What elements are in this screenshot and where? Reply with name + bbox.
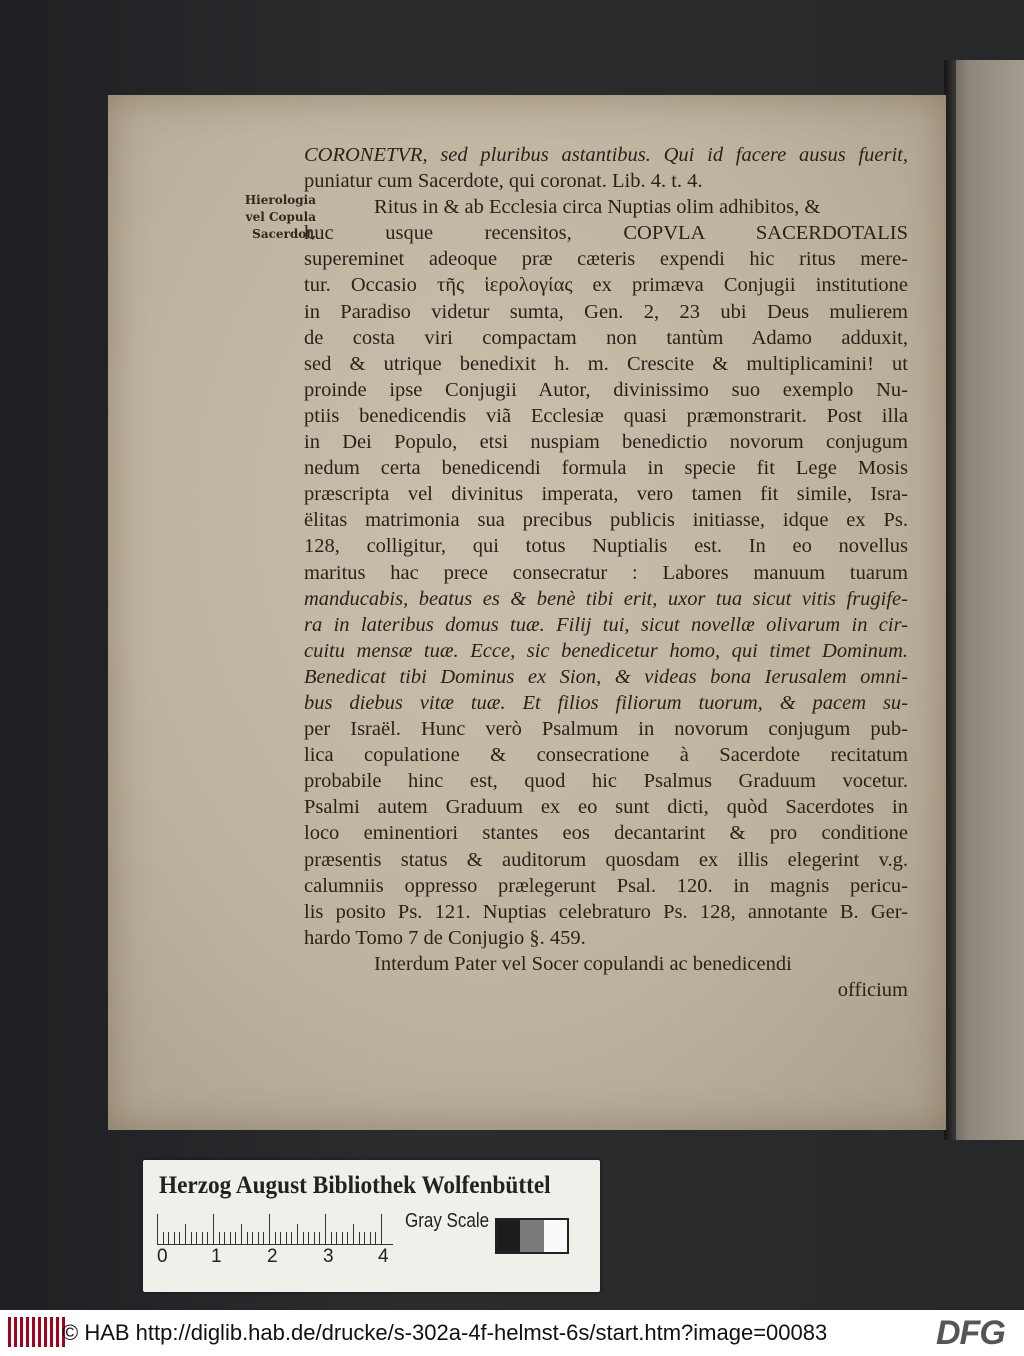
text-line: ra in lateribus domus tuæ. Filij tui, sicut novellæ olivarum in cir-: [304, 613, 908, 636]
ruler-tick: [353, 1224, 354, 1244]
margin-note-line: Sacerdot,: [252, 227, 316, 241]
ruler-tick: [224, 1232, 225, 1244]
ruler-tick: [241, 1224, 242, 1244]
ruler-tick: [359, 1232, 360, 1244]
ruler-tick: [235, 1232, 236, 1244]
gray-scale-swatches: [495, 1218, 569, 1254]
ruler-tick: [291, 1232, 292, 1244]
ruler-tick: [280, 1232, 281, 1244]
dfg-logo: DFG: [936, 1314, 1005, 1352]
text-line: maritus hac prece consecratur : Labores manuum tuarum: [304, 561, 908, 584]
library-name: Herzog August Bibliothek Wolfenbüttel: [159, 1172, 551, 1199]
library-scale-card: [143, 1160, 600, 1292]
ruler-tick: [286, 1232, 287, 1244]
ruler-tick: [252, 1232, 253, 1244]
ruler-tick: [247, 1232, 248, 1244]
ruler-tick: [342, 1232, 343, 1244]
text-line: calumniis oppresso prælegerunt Psal. 120. in magnis pericu-: [304, 874, 908, 897]
text-line: manducabis, beatus es & benè tibi erit, uxor tua sicut vitis frugife-: [304, 587, 908, 610]
ruler-tick: [308, 1232, 309, 1244]
ruler-number: 1: [211, 1246, 222, 1267]
ruler-number: 3: [323, 1246, 334, 1267]
text-line: bus diebus vitæ tuæ. Et filios filiorum tuorum, & pacem su-: [304, 691, 908, 714]
text-line: de costa viri compactam non tantùm Adamo adduxit,: [304, 326, 908, 349]
text-line: præscripta vel divinitus imperata, vero tamen fit simile, Isra-: [304, 483, 908, 506]
ruler-number: 0: [157, 1246, 168, 1267]
gray-swatch-mid: [520, 1220, 543, 1252]
text-line: Interdum Pater vel Socer copulandi ac benedicendi: [374, 952, 792, 975]
ruler-tick: [303, 1232, 304, 1244]
text-line: 128, colligitur, qui totus Nuptialis est. In eo novellus: [304, 535, 908, 558]
page-text: [304, 142, 908, 1003]
hab-logo-icon: [8, 1317, 65, 1347]
text-line: lis posito Ps. 121. Nuptias celebraturo Ps. 128, annotante B. Ger-: [304, 900, 908, 923]
copyright-url: © HAB http://diglib.hab.de/drucke/s-302a-4f-helmst-6s/start.htm?image=00083: [62, 1320, 828, 1345]
ruler-scale: [157, 1210, 393, 1245]
text-line: Benedicat tibi Dominus ex Sion, & videas bona Ierusalem omni-: [304, 665, 908, 688]
text-line: sed & utrique benedixit h. m. Crescite & multiplicamini! ut: [304, 352, 908, 375]
ruler-tick: [174, 1232, 175, 1244]
text-line: tur. Occasio τῆς ἱερολογίας ex primæva Conjugii institutione: [304, 274, 908, 297]
ruler-tick: [258, 1232, 259, 1244]
ruler-tick: [213, 1214, 214, 1244]
margin-note-line: vel Copula: [245, 210, 316, 224]
ruler-tick: [381, 1214, 382, 1244]
ruler-tick: [325, 1214, 326, 1244]
text-line: officium: [837, 979, 908, 1001]
text-line: nedum certa benedicendi formula in specie fit Lege Mosis: [304, 457, 908, 480]
text-line: loco eminentiori stantes eos decantarint & pro conditione: [304, 822, 908, 845]
text-line: ptiis benedicendis viã Ecclesiæ quasi præmonstrarit. Post illa: [304, 404, 908, 427]
text-line: in Dei Populo, etsi nuspiam benedictio novorum conjugum: [304, 431, 908, 454]
ruler-tick: [263, 1232, 264, 1244]
ruler-tick: [275, 1232, 276, 1244]
ruler-tick: [219, 1232, 220, 1244]
ruler-tick: [230, 1232, 231, 1244]
text-line: præsentis status & auditorum quosdam ex illis elegerint v.g.: [304, 848, 908, 871]
text-line: ëlitas matrimonia sua precibus publicis initiasse, idque ex Ps.: [304, 509, 908, 532]
adjacent-page-edge: [944, 60, 1024, 1140]
text-line: huc usque recensitos, COPVLA SACERDOTALIS: [304, 222, 908, 245]
text-line: Psalmi autem Graduum ex eo sunt dicti, quòd Sacerdotes in: [304, 796, 908, 819]
text-line: per Israël. Hunc verò Psalmum in novorum conjugum pub-: [304, 718, 908, 741]
ruler-tick: [191, 1232, 192, 1244]
gray-swatch-black: [497, 1220, 520, 1252]
gray-scale-label: Gray Scale: [405, 1210, 490, 1232]
text-line: puniatur cum Sacerdote, qui coronat. Lib. 4. t. 4.: [304, 170, 703, 193]
margin-note-line: Hierologia: [244, 193, 316, 207]
gray-swatch-white: [544, 1220, 567, 1252]
text-line: in Paradiso videtur sumta, Gen. 2, 23 ubi Deus mulierem: [304, 300, 908, 323]
ruler-tick: [331, 1232, 332, 1244]
footer-bar: [0, 1310, 1024, 1356]
ruler-tick: [347, 1232, 348, 1244]
margin-note: [224, 192, 316, 243]
text-line: probabile hinc est, quod hic Psalmus Graduum vocetur.: [304, 770, 908, 793]
ruler-tick: [364, 1232, 365, 1244]
text-line: lica copulatione & consecratione à Sacerdote recitatum: [304, 744, 908, 767]
ruler-number: 2: [267, 1246, 278, 1267]
ruler-tick: [185, 1224, 186, 1244]
ruler-tick: [375, 1232, 376, 1244]
ruler-tick: [370, 1232, 371, 1244]
ruler-tick: [314, 1232, 315, 1244]
ruler-tick: [207, 1232, 208, 1244]
text-line: proinde ipse Conjugii Autor, divinissimo suo exemplo Nu-: [304, 378, 908, 401]
text-line: cuitu mensæ tuæ. Ecce, sic benedicetur homo, qui timet Dominum.: [304, 639, 908, 662]
ruler-tick: [168, 1232, 169, 1244]
ruler-tick: [336, 1232, 337, 1244]
ruler-tick: [269, 1214, 270, 1244]
ruler-tick: [319, 1232, 320, 1244]
text-line: CORONETVR, sed pluribus astantibus. Qui id facere ausus fuerit,: [304, 144, 908, 166]
ruler-number: 4: [378, 1246, 389, 1267]
ruler-tick: [163, 1232, 164, 1244]
ruler-tick: [202, 1232, 203, 1244]
text-line: hardo Tomo 7 de Conjugio §. 459.: [304, 926, 586, 949]
text-line: Ritus in & ab Ecclesia circa Nuptias olim adhibitos, &: [374, 196, 821, 219]
ruler-tick: [196, 1232, 197, 1244]
ruler-tick: [157, 1214, 158, 1244]
text-line: supereminet adeoque præ cæteris expendi hic ritus mere-: [304, 248, 908, 271]
ruler-tick: [179, 1232, 180, 1244]
ruler-tick: [297, 1224, 298, 1244]
